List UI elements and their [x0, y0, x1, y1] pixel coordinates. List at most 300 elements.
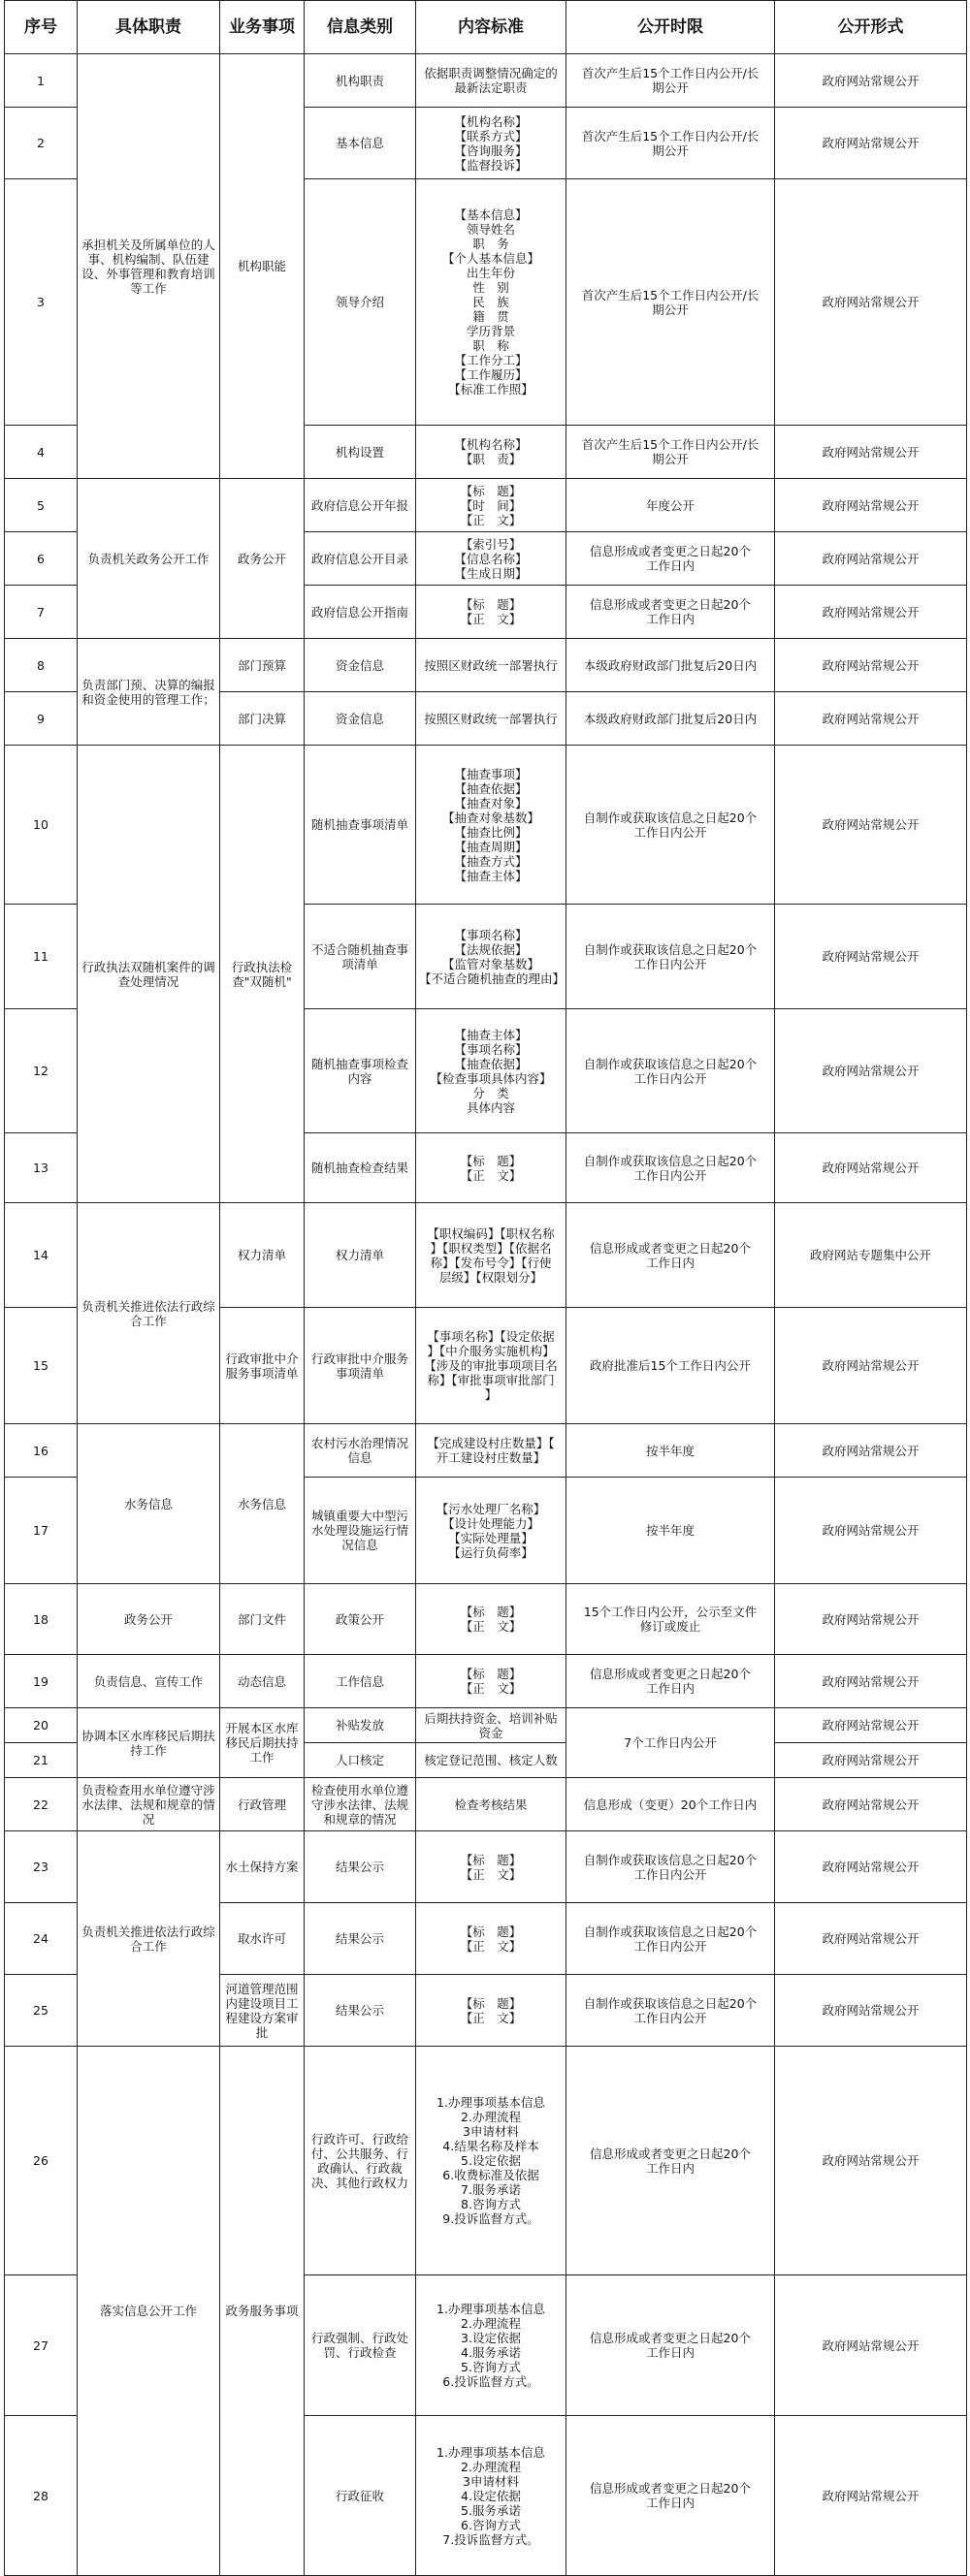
- standard-line: 【污水处理厂名称】: [436, 1501, 546, 1516]
- deadline-cell: [566, 2416, 775, 2576]
- standard-line: 【运行负荷率】: [448, 1544, 534, 1560]
- info-type-cell: 行政征收: [305, 2416, 416, 2576]
- standard-line: 【抽查方式】: [454, 853, 528, 869]
- deadline-line: 自制作或获取该信息之日起20个: [583, 1153, 758, 1168]
- seq-cell: 17: [5, 1478, 78, 1584]
- info-type-cell: 结果公示: [305, 1975, 416, 2047]
- standard-line: 【正 文】: [460, 1938, 522, 1954]
- seq-cell: 21: [5, 1743, 78, 1778]
- form-cell: 政府网站常规公开: [775, 179, 967, 426]
- form-cell: 政府网站常规公开: [775, 1743, 967, 1778]
- standard-line: 【设计处理能力】: [441, 1515, 539, 1531]
- header-business: 业务事项: [220, 1, 305, 54]
- standard-line: 8.咨询方式: [461, 2197, 521, 2211]
- info-type-cell: 政策公开: [305, 1584, 416, 1655]
- table-row: [5, 1778, 967, 1831]
- standard-line: 【信息名称】: [454, 551, 528, 566]
- table-row: [5, 1584, 967, 1655]
- header-info-type: 信息类别: [305, 1, 416, 54]
- deadline-line: 工作日内公开: [633, 1070, 707, 1086]
- info-type-cell: 人口核定: [305, 1743, 416, 1778]
- business-cell: 权力清单: [220, 1203, 305, 1308]
- form-cell: 政府网站常规公开: [775, 108, 967, 179]
- standard-line: 【机构名称】: [454, 437, 528, 452]
- standard-line: 【标 题】: [460, 1605, 522, 1619]
- table-row: [5, 1655, 967, 1708]
- deadline-line: 工作日内公开: [633, 1938, 707, 1954]
- form-cell: 政府网站常规公开: [775, 1903, 967, 1975]
- standard-line: 1.办理事项基本信息: [436, 2302, 545, 2316]
- deadline-line: 信息形成或者变更之日起20个: [590, 2146, 751, 2161]
- standard-line: 【抽查比例】: [454, 824, 528, 840]
- deadline-cell: [566, 2275, 775, 2416]
- info-type-cell: 政府信息公开年报: [305, 479, 416, 532]
- seq-cell: 14: [5, 1203, 78, 1308]
- standard-line: 2.办理流程: [461, 2459, 521, 2474]
- duty-cell: 负责机关推进依法行政综合工作: [78, 1831, 220, 2047]
- info-type-cell: 随机抽查检查结果: [305, 1133, 416, 1203]
- standard-line: 【事项名称】: [454, 927, 528, 942]
- standard-line: 9.投诉监督方式。: [442, 2211, 539, 2226]
- standard-line: 民 族: [472, 295, 509, 309]
- deadline-line: 首次产生后15个工作日内公开/长: [581, 66, 760, 80]
- deadline-cell: [566, 479, 775, 532]
- info-type-cell: 机构职责: [305, 54, 416, 108]
- seq-cell: 18: [5, 1584, 78, 1655]
- standard-line: 后期扶持资金、培训补贴: [424, 1710, 558, 1726]
- standard-line: 【涉及的审批事项项目名: [424, 1358, 558, 1373]
- standard-line: 【工作分工】: [454, 353, 528, 367]
- standard-line: 【抽查事项】: [454, 766, 528, 781]
- form-cell: 政府网站常规公开: [775, 532, 967, 586]
- standard-line: 【时 间】: [460, 497, 522, 513]
- table-row: [5, 1424, 967, 1478]
- header-deadline: 公开时限: [566, 1, 775, 54]
- deadline-cell: [566, 2047, 775, 2275]
- seq-cell: 8: [5, 639, 78, 692]
- duty-cell: 落实信息公开工作: [78, 2047, 220, 2576]
- deadline-cell: [566, 692, 775, 746]
- disclosure-table: [4, 0, 967, 2576]
- form-cell: 政府网站常规公开: [775, 1778, 967, 1831]
- standard-cell: [416, 54, 566, 108]
- header-row: [5, 1, 967, 54]
- deadline-line: 工作日内: [645, 2496, 695, 2510]
- standard-line: 4.服务承诺: [461, 2345, 521, 2360]
- standard-line: 【基本信息】: [454, 207, 528, 222]
- deadline-cell: [566, 179, 775, 426]
- standard-line: 【监管对象基数】: [441, 956, 539, 971]
- standard-line: 7.服务承诺: [461, 2182, 521, 2197]
- info-type-cell: 领导介绍: [305, 179, 416, 426]
- seq-cell: 12: [5, 1009, 78, 1133]
- deadline-cell: [566, 746, 775, 905]
- deadline-line: 本级政府财政部门批复后20日内: [583, 657, 758, 673]
- info-type-cell: 随机抽查事项检查内容: [305, 1009, 416, 1133]
- duty-cell: 负责信息、宣传工作: [78, 1655, 220, 1708]
- standard-cell: [416, 1743, 566, 1778]
- deadline-line: 自制作或获取该信息之日起20个: [583, 810, 758, 825]
- info-type-cell: 基本信息: [305, 108, 416, 179]
- table-row: [5, 639, 967, 692]
- standard-line: 【标 题】: [460, 597, 522, 612]
- form-cell: 政府网站常规公开: [775, 639, 967, 692]
- standard-line: 2.办理流程: [461, 2110, 521, 2124]
- standard-line: 层级】【权限划分】: [438, 1269, 543, 1285]
- deadline-line: 信息形成或者变更之日起20个: [590, 544, 751, 558]
- info-type-cell: 资金信息: [305, 639, 416, 692]
- seq-cell: 1: [5, 54, 78, 108]
- form-cell: 政府网站常规公开: [775, 746, 967, 905]
- deadline-cell: [566, 639, 775, 692]
- standard-cell: [416, 108, 566, 179]
- standard-line: 【标准工作照】: [448, 382, 534, 397]
- form-cell: 政府网站常规公开: [775, 1133, 967, 1203]
- business-cell: 开展本区水库移民后期扶持工作: [220, 1708, 305, 1778]
- standard-line: 5.咨询方式: [461, 2360, 521, 2374]
- deadline-line: 工作日内公开: [633, 1866, 707, 1882]
- info-type-cell: 农村污水治理情况信息: [305, 1424, 416, 1478]
- header-standard: 内容标准: [416, 1, 566, 54]
- form-cell: 政府网站常规公开: [775, 2047, 967, 2275]
- seq-cell: 25: [5, 1975, 78, 2047]
- deadline-line: 工作日内公开: [633, 956, 707, 971]
- standard-line: 【检查事项具体内容】: [430, 1070, 552, 1086]
- table-row: [5, 746, 967, 905]
- deadline-line: 工作日内: [645, 2345, 695, 2360]
- deadline-cell: [566, 1778, 775, 1831]
- deadline-cell: [566, 1831, 775, 1903]
- form-cell: 政府网站常规公开: [775, 1478, 967, 1584]
- business-cell: 取水许可: [220, 1903, 305, 1975]
- seq-cell: 15: [5, 1308, 78, 1424]
- duty-cell: 水务信息: [78, 1424, 220, 1584]
- standard-line: 【正 文】: [460, 2010, 522, 2025]
- standard-line: 【事项名称】: [454, 1041, 528, 1057]
- standard-line: 称】【审批事项审批部门: [427, 1373, 555, 1387]
- deadline-line: 工作日内: [645, 1681, 695, 1696]
- deadline-line: 工作日内: [645, 1255, 695, 1270]
- standard-line: 【机构名称】: [454, 113, 528, 129]
- form-cell: 政府网站常规公开: [775, 1009, 967, 1133]
- header-form: 公开形式: [775, 1, 967, 54]
- standard-cell: [416, 1903, 566, 1975]
- standard-line: 【索引号】: [460, 536, 522, 552]
- standard-cell: [416, 586, 566, 639]
- standard-cell: [416, 532, 566, 586]
- deadline-line: 期公开: [652, 143, 689, 158]
- standard-line: 3.设定依据: [461, 2331, 521, 2345]
- standard-line: 【抽查依据】: [454, 780, 528, 796]
- business-cell: 机构职能: [220, 54, 305, 479]
- deadline-line: 自制作或获取该信息之日起20个: [583, 1995, 758, 2011]
- standard-line: 【正 文】: [460, 512, 522, 527]
- info-type-cell: 机构设置: [305, 426, 416, 479]
- deadline-line: 自制作或获取该信息之日起20个: [583, 1852, 758, 1867]
- deadline-cell: [566, 426, 775, 479]
- business-cell: 部门文件: [220, 1584, 305, 1655]
- duty-cell: 负责部门预、决算的编报和资金使用的管理工作；: [78, 639, 220, 746]
- standard-cell: [416, 426, 566, 479]
- form-cell: 政府网站常规公开: [775, 1584, 967, 1655]
- standard-cell: [416, 1203, 566, 1308]
- standard-cell: [416, 1708, 566, 1743]
- seq-cell: 19: [5, 1655, 78, 1708]
- standard-line: 】【职权类型】【依据名: [430, 1240, 552, 1256]
- standard-line: 具体内容: [466, 1099, 515, 1115]
- standard-line: 核定登记范围、核定人数: [424, 1753, 558, 1767]
- deadline-line: 工作日内: [645, 2160, 695, 2176]
- standard-line: 开工建设村庄数量】: [436, 1450, 546, 1465]
- standard-line: 分 类: [472, 1085, 509, 1100]
- deadline-line: 首次产生后15个工作日内公开/长: [581, 128, 760, 143]
- standard-line: 【正 文】: [460, 1866, 522, 1882]
- deadline-line: 修订或废止: [639, 1619, 701, 1634]
- seq-cell: 22: [5, 1778, 78, 1831]
- standard-cell: [416, 639, 566, 692]
- info-type-cell: 检查使用水单位遵守涉水法律、法规和规章的情况: [305, 1778, 416, 1831]
- deadline-line: 首次产生后15个工作日内公开/长: [581, 437, 760, 452]
- standard-cell: [416, 1778, 566, 1831]
- standard-line: 检查考核结果: [454, 1797, 528, 1812]
- deadline-cell: [566, 1424, 775, 1478]
- info-type-cell: 行政强制、行政处罚、行政检查: [305, 2275, 416, 2416]
- standard-line: 【咨询服务】: [454, 143, 528, 158]
- standard-line: 【正 文】: [460, 1619, 522, 1634]
- info-type-cell: 行政许可、行政给付、公共服务、行政确认、行政裁决、其他行政权力: [305, 2047, 416, 2275]
- info-type-cell: 城镇重要大中型污水处理设施运行情况信息: [305, 1478, 416, 1584]
- info-type-cell: 行政审批中介服务事项清单: [305, 1308, 416, 1424]
- info-type-cell: 结果公示: [305, 1903, 416, 1975]
- standard-line: 资金: [478, 1725, 503, 1740]
- standard-line: 【标 题】: [460, 1153, 522, 1168]
- deadline-line: 期公开: [652, 80, 689, 95]
- deadline-line: 年度公开: [645, 497, 695, 513]
- deadline-cell: [566, 1478, 775, 1584]
- seq-cell: 6: [5, 532, 78, 586]
- standard-line: 】: [484, 1387, 498, 1402]
- standard-cell: [416, 746, 566, 905]
- standard-line: 【标 题】: [460, 483, 522, 498]
- business-cell: 行政执法检查"双随机": [220, 746, 305, 1203]
- standard-cell: [416, 479, 566, 532]
- form-cell: 政府网站常规公开: [775, 905, 967, 1009]
- standard-line: 【职 责】: [460, 452, 522, 466]
- duty-cell: 负责检查用水单位遵守涉水法律、法规和规章的情况: [78, 1778, 220, 1831]
- standard-line: 称】【发布号令】【行使: [430, 1255, 552, 1270]
- deadline-line: 15个工作日内公开，公示至文件: [583, 1605, 758, 1619]
- duty-cell: 承担机关及所属单位的人事、机构编制、队伍建设、外事管理和教育培训等工作: [78, 54, 220, 479]
- form-cell: 政府网站常规公开: [775, 54, 967, 108]
- standard-cell: [416, 2416, 566, 2576]
- info-type-cell: 政府信息公开指南: [305, 586, 416, 639]
- deadline-line: 工作日内: [645, 612, 695, 626]
- deadline-line: 首次产生后15个工作日内公开/长: [581, 287, 760, 302]
- standard-line: 【正 文】: [460, 1167, 522, 1183]
- info-type-cell: 补贴发放: [305, 1708, 416, 1743]
- duty-cell: 政务公开: [78, 1584, 220, 1655]
- seq-cell: 9: [5, 692, 78, 746]
- header-seq: 序号: [5, 1, 78, 54]
- deadline-line: 信息形成或者变更之日起20个: [590, 2331, 751, 2345]
- standard-cell: [416, 1478, 566, 1584]
- standard-line: 4.结果名称及样本: [442, 2139, 539, 2153]
- deadline-line: 自制作或获取该信息之日起20个: [583, 941, 758, 957]
- info-type-cell: 随机抽查事项清单: [305, 746, 416, 905]
- standard-cell: [416, 1009, 566, 1133]
- deadline-line: 信息形成或者变更之日起20个: [590, 597, 751, 612]
- deadline-line: 自制作或获取该信息之日起20个: [583, 1924, 758, 1939]
- standard-line: 【正 文】: [460, 612, 522, 626]
- standard-line: 按照区财政统一部署执行: [424, 657, 558, 673]
- standard-line: 【实际处理量】: [448, 1530, 534, 1545]
- form-cell: 政府网站常规公开: [775, 2416, 967, 2576]
- standard-line: 【不适合随机抽查的理由】: [419, 970, 566, 986]
- deadline-line: 工作日内公开: [633, 2010, 707, 2025]
- standard-line: 【抽查主体】: [454, 1027, 528, 1042]
- standard-line: 7.投诉监督方式。: [442, 2531, 539, 2547]
- standard-cell: [416, 1655, 566, 1708]
- standard-line: 职 务: [472, 237, 509, 251]
- deadline-line: 信息形成或者变更之日起20个: [590, 2481, 751, 2496]
- seq-cell: 23: [5, 1831, 78, 1903]
- deadline-line: 按半年度: [645, 1523, 695, 1538]
- standard-line: 3申请材料: [463, 2124, 519, 2139]
- business-cell: 部门预算: [220, 639, 305, 692]
- standard-cell: [416, 1975, 566, 2047]
- standard-line: 5.服务承诺: [461, 2502, 521, 2518]
- deadline-cell: [566, 1903, 775, 1975]
- deadline-cell: [566, 1009, 775, 1133]
- standard-line: 2.办理流程: [461, 2316, 521, 2331]
- deadline-cell: [566, 1133, 775, 1203]
- business-cell: 动态信息: [220, 1655, 305, 1708]
- info-type-cell: 工作信息: [305, 1655, 416, 1708]
- form-cell: 政府网站常规公开: [775, 1655, 967, 1708]
- standard-line: 6.咨询方式: [461, 2517, 521, 2532]
- seq-cell: 11: [5, 905, 78, 1009]
- standard-line: 5.设定依据: [461, 2153, 521, 2168]
- standard-line: 【抽查主体】: [454, 868, 528, 883]
- standard-cell: [416, 1831, 566, 1903]
- seq-cell: 2: [5, 108, 78, 179]
- deadline-cell: [566, 108, 775, 179]
- standard-cell: [416, 179, 566, 426]
- deadline-line: 政府批准后15个工作日内公开: [590, 1358, 751, 1373]
- standard-line: 【标 题】: [460, 1995, 522, 2011]
- standard-line: 学历背景: [466, 324, 515, 338]
- standard-line: 最新法定职责: [454, 80, 528, 95]
- seq-cell: 3: [5, 179, 78, 426]
- deadline-cell: [566, 1975, 775, 2047]
- standard-cell: [416, 1424, 566, 1478]
- standard-cell: [416, 1133, 566, 1203]
- standard-cell: [416, 1584, 566, 1655]
- form-cell: 政府网站常规公开: [775, 479, 967, 532]
- deadline-line: 期公开: [652, 452, 689, 466]
- business-cell: 行政审批中介服务事项清单: [220, 1308, 305, 1424]
- standard-line: 籍 贯: [472, 309, 509, 324]
- standard-line: 【职权编码】【职权名称: [427, 1225, 555, 1241]
- duty-cell: 行政执法双随机案件的调查处理情况: [78, 746, 220, 1203]
- standard-line: 【事项名称】【设定依据: [427, 1329, 555, 1344]
- deadline-line: 按半年度: [645, 1443, 695, 1458]
- standard-line: 【抽查周期】: [454, 839, 528, 854]
- seq-cell: 13: [5, 1133, 78, 1203]
- standard-line: 【标 题】: [460, 1667, 522, 1681]
- form-cell: 政府网站常规公开: [775, 586, 967, 639]
- standard-line: 依据职责调整情况确定的: [424, 66, 558, 80]
- deadline-line: 本级政府财政部门批复后20日内: [583, 711, 758, 726]
- standard-cell: [416, 1308, 566, 1424]
- duty-cell: 负责机关政务公开工作: [78, 479, 220, 639]
- deadline-line: 工作日内公开: [633, 1167, 707, 1183]
- standard-line: 【正 文】: [460, 1681, 522, 1696]
- business-cell: 部门决算: [220, 692, 305, 746]
- deadline-line: 信息形成（变更）20个工作日内: [583, 1797, 758, 1812]
- deadline-line: 期公开: [652, 302, 689, 317]
- business-cell: 水务信息: [220, 1424, 305, 1584]
- standard-cell: [416, 2275, 566, 2416]
- deadline-cell: [566, 586, 775, 639]
- form-cell: 政府网站专题集中公开: [775, 1203, 967, 1308]
- form-cell: 政府网站常规公开: [775, 1708, 967, 1743]
- standard-line: 【工作履历】: [454, 367, 528, 382]
- seq-cell: 27: [5, 2275, 78, 2416]
- standard-line: 【联系方式】: [454, 128, 528, 143]
- deadline-line: 工作日内公开: [633, 824, 707, 840]
- deadline-line: 自制作或获取该信息之日起20个: [583, 1056, 758, 1071]
- standard-line: 【抽查对象基数】: [441, 810, 539, 825]
- form-cell: 政府网站常规公开: [775, 1831, 967, 1903]
- business-cell: 水土保持方案: [220, 1831, 305, 1903]
- seq-cell: 4: [5, 426, 78, 479]
- business-cell: 行政管理: [220, 1778, 305, 1831]
- standard-line: 【完成建设村庄数量】【: [427, 1436, 555, 1450]
- standard-line: 【标 题】: [460, 1852, 522, 1867]
- business-cell: 河道管理范围内建设项目工程建设方案审批: [220, 1975, 305, 2047]
- deadline-cell: [566, 1203, 775, 1308]
- duty-cell: 负责机关推进依法行政综合工作: [78, 1203, 220, 1424]
- seq-cell: 5: [5, 479, 78, 532]
- table-row: [5, 54, 967, 108]
- standard-line: 4.设定依据: [461, 2488, 521, 2503]
- seq-cell: 7: [5, 586, 78, 639]
- standard-line: 3申请材料: [463, 2473, 519, 2489]
- standard-line: 出生年份: [466, 266, 515, 280]
- standard-line: 6.投诉监督方式。: [442, 2374, 539, 2389]
- standard-cell: [416, 2047, 566, 2275]
- deadline-cell: [566, 54, 775, 108]
- standard-line: 【抽查对象】: [454, 795, 528, 811]
- standard-line: 】【中介服务实施机构】: [427, 1344, 555, 1358]
- deadline-line: 信息形成或者变更之日起20个: [590, 1240, 751, 1256]
- form-cell: 政府网站常规公开: [775, 1975, 967, 2047]
- standard-line: 【抽查依据】: [454, 1056, 528, 1071]
- seq-cell: 16: [5, 1424, 78, 1478]
- standard-line: 职 称: [472, 338, 509, 353]
- info-type-cell: 结果公示: [305, 1831, 416, 1903]
- deadline-cell: [566, 905, 775, 1009]
- seq-cell: 24: [5, 1903, 78, 1975]
- standard-line: 1.办理事项基本信息: [436, 2444, 545, 2460]
- business-cell: 政务服务事项: [220, 2047, 305, 2576]
- standard-line: 【标 题】: [460, 1924, 522, 1939]
- deadline-cell: [566, 1655, 775, 1708]
- seq-cell: 10: [5, 746, 78, 905]
- table-row: [5, 1203, 967, 1308]
- business-cell: 政务公开: [220, 479, 305, 639]
